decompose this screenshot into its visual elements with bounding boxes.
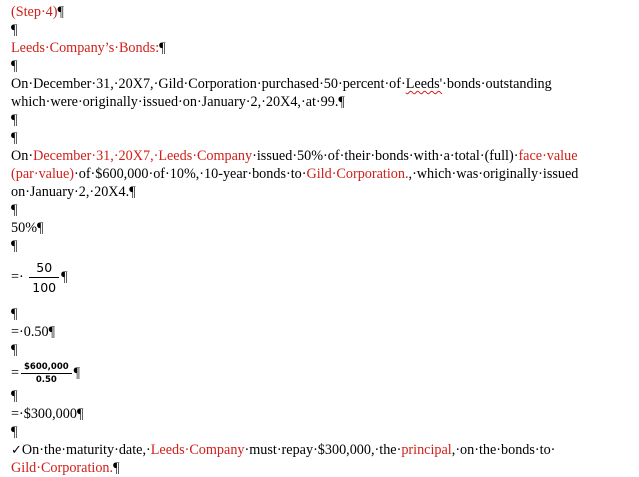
conclusion-line2: [11, 459, 637, 477]
para2-t1: On·: [11, 148, 34, 164]
empty-paragraph: [11, 201, 637, 219]
pilcrow-mark: ¶: [73, 365, 81, 381]
section-title-line: [11, 39, 637, 57]
pilcrow-mark: ¶: [61, 269, 68, 285]
fraction-denominator: 100: [29, 277, 59, 297]
empty-paragraph: [11, 21, 637, 39]
para2-line1: [11, 147, 637, 165]
pilcrow-mark: ¶: [338, 94, 345, 110]
para2-t2: ·issued·50%·of·their·bonds·with·a·total·(full)·: [252, 148, 519, 164]
pilcrow-mark: ¶: [37, 220, 44, 236]
fraction-50-over-100: [29, 258, 59, 297]
conclusion-t2: ·must·repay·$300,000,·the·: [244, 442, 402, 458]
step-heading: (Step·4): [11, 4, 58, 20]
eq4-value: =·$300,000: [11, 406, 77, 422]
document-body: [11, 3, 637, 477]
pilcrow-mark: ¶: [11, 22, 18, 38]
percent-line: [11, 219, 637, 237]
empty-paragraph: [11, 423, 637, 441]
eq2-line: [11, 323, 637, 341]
conclusion-gild: Gild·Corporation.: [11, 460, 114, 476]
step-heading-line: [11, 3, 637, 21]
conclusion-line1: [11, 441, 637, 459]
fraction-numerator: $600,000: [24, 362, 69, 373]
eq1-line: [11, 255, 637, 299]
fraction-numerator: 50: [36, 260, 53, 276]
eq4-line: [11, 405, 637, 423]
empty-paragraph: [11, 237, 637, 255]
empty-paragraph: [11, 111, 637, 129]
fraction-denominator: 0.50: [21, 373, 72, 386]
para1-text-b: ·bonds·outstanding: [442, 76, 552, 92]
eq1-prefix: =·: [11, 269, 24, 285]
spellcheck-word: Leeds': [405, 76, 443, 92]
pilcrow-mark: ¶: [11, 238, 18, 254]
empty-paragraph: [11, 57, 637, 75]
conclusion-t1: On·the·maturity·date,·: [21, 442, 151, 458]
empty-paragraph: [11, 387, 637, 405]
eq3-line: [11, 359, 637, 387]
para2-date-company: December·31,·20X7,·Leeds·Company: [33, 148, 253, 164]
pilcrow-mark: ¶: [11, 112, 18, 128]
pilcrow-mark: ¶: [159, 40, 166, 56]
para2-line3: [11, 183, 637, 201]
conclusion-principal: principal: [401, 442, 452, 458]
section-title: Leeds·Company’s·Bonds:: [11, 40, 160, 56]
pilcrow-mark: ¶: [129, 184, 136, 200]
pilcrow-mark: ¶: [48, 324, 55, 340]
pilcrow-mark: ¶: [11, 202, 18, 218]
para1-line2: [11, 93, 637, 111]
pilcrow-mark: ¶: [113, 460, 120, 476]
para2-t5: on·January·2,·20X4.: [11, 184, 130, 200]
para1-line1: [11, 75, 637, 93]
para2-face-value: face·value: [518, 148, 578, 164]
para2-par-value: (par·value): [11, 166, 75, 182]
percent-value: 50%: [11, 220, 38, 236]
eq3-prefix: =: [11, 365, 20, 381]
fraction-600000-over-050: [21, 361, 72, 386]
para1-text-a: On·December·31,·20X7,·Gild·Corporation·purchased·50·percent·of·: [11, 76, 406, 92]
pilcrow-mark: ¶: [11, 342, 18, 358]
conclusion-company: Leeds·Company: [150, 442, 245, 458]
empty-paragraph: [11, 341, 637, 359]
pilcrow-mark: ¶: [11, 388, 18, 404]
para2-gild: Gild·Corporation.: [306, 166, 409, 182]
pilcrow-mark: ¶: [11, 58, 18, 74]
empty-paragraph: [11, 305, 637, 323]
para2-line2: [11, 165, 637, 183]
checkmark-icon: ✓: [11, 443, 22, 458]
pilcrow-mark: ¶: [11, 130, 18, 146]
para2-t4: ,·which·was·originally·issued: [408, 166, 579, 182]
pilcrow-mark: ¶: [11, 306, 18, 322]
pilcrow-mark: ¶: [76, 406, 84, 422]
pilcrow-mark: ¶: [11, 424, 18, 440]
pilcrow-mark: ¶: [57, 4, 64, 20]
eq2-value: =·0.50: [11, 324, 49, 340]
para2-t3: ·of·$600,000·of·10%,·10-year·bonds·to·: [74, 166, 307, 182]
para1-text-c: which·were·originally·issued·on·January·2,·20X4,·at·99.: [11, 94, 339, 110]
empty-paragraph: [11, 129, 637, 147]
conclusion-t3: ,·on·the·bonds·to·: [451, 442, 556, 458]
